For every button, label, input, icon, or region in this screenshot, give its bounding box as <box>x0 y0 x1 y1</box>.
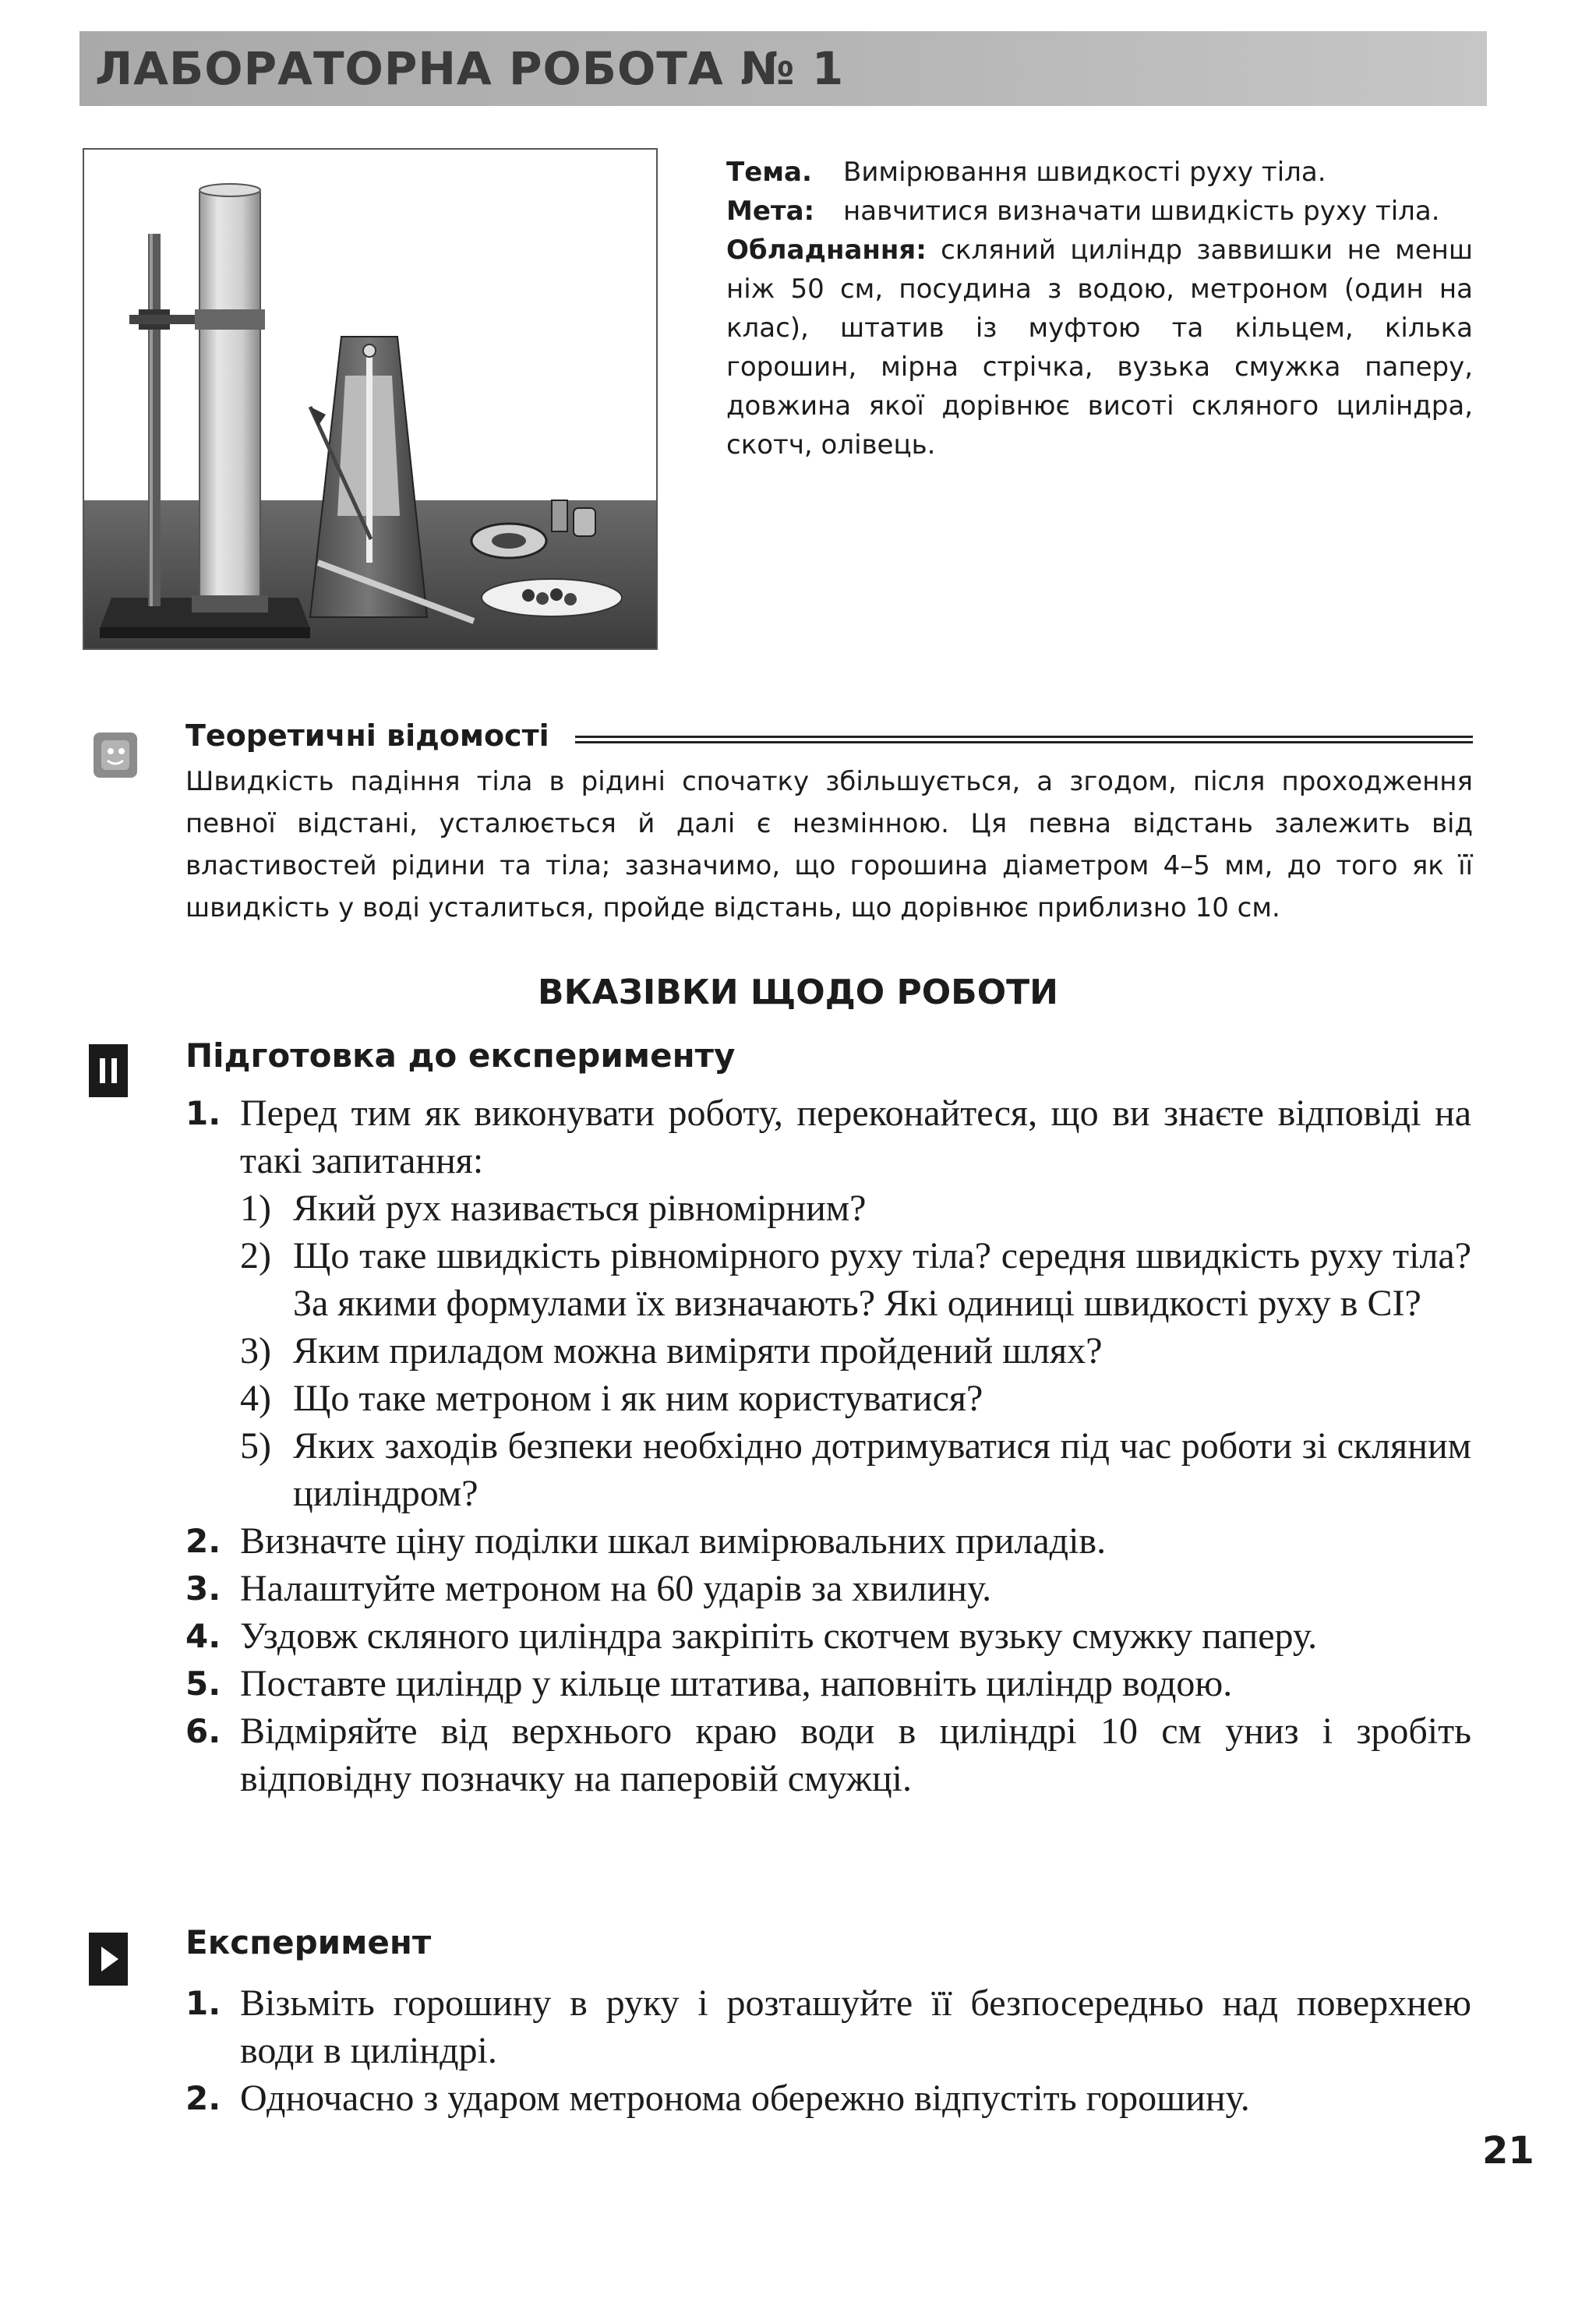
question-number: 4) <box>240 1378 271 1419</box>
question-text: Що таке метроном і як ним користуватися? <box>293 1378 983 1419</box>
step-number: 5. <box>185 1665 221 1703</box>
equipment-illustration <box>83 148 658 650</box>
step-text: Уздовж скляного циліндра закріпіть скотчем вузьку смужку паперу. <box>240 1615 1318 1657</box>
step-number: 3. <box>185 1569 221 1608</box>
exp-step-1 <box>185 1979 1471 2074</box>
question-number: 3) <box>240 1330 271 1372</box>
preparation-steps <box>185 1089 1471 1802</box>
question-number: 2) <box>240 1235 271 1276</box>
experiment-heading: Експеримент <box>185 1923 432 1961</box>
stand-ring <box>195 309 265 330</box>
prep-questions <box>240 1184 1471 1517</box>
question-item <box>240 1184 1471 1232</box>
prep-step-2 <box>185 1517 1471 1565</box>
equipment-drawing <box>84 150 656 648</box>
step-number: 1. <box>185 1094 221 1132</box>
prep-step-4 <box>185 1612 1471 1660</box>
question-text: Що таке швидкість рівномірного руху тіла? середня швидкість руху тіла? За якими формулами їх визначають? Які одиниці швидкості руху в СІ? <box>293 1235 1471 1324</box>
goal-line <box>726 192 1473 231</box>
prep-step-1 <box>185 1089 1471 1517</box>
question-text: Яких заходів безпеки необхідно дотримуватися під час роботи зі скляним циліндром? <box>293 1425 1471 1514</box>
step-number: 1. <box>185 1984 221 2022</box>
exp-step-2 <box>185 2074 1471 2122</box>
question-text: Який рух називається рівномірним? <box>293 1188 867 1229</box>
page-number: 21 <box>1482 2129 1534 2173</box>
goal-label: Мета: <box>726 196 815 227</box>
step-number: 2. <box>185 2079 221 2117</box>
question-number: 5) <box>240 1425 271 1467</box>
theory-icon <box>92 731 139 779</box>
title-bar <box>79 31 1487 106</box>
topic-line <box>726 153 1473 192</box>
topic-label: Тема. <box>726 157 812 188</box>
pause-icon <box>89 1044 128 1097</box>
question-item <box>240 1327 1471 1375</box>
theory-divider <box>575 736 1473 743</box>
equipment-text: скляний циліндр заввишки не менш ніж 50 см, посудина з водою, метроном (один на клас), штатив із муфтою та кільцем, кілька горошин, мірна стрічка, вузька смужка паперу, довжина якої дорівнює висоті скляного циліндра, скотч, олівець. <box>726 235 1473 461</box>
question-item <box>240 1422 1471 1517</box>
step-number: 4. <box>185 1617 221 1655</box>
theory-text: Швидкість падіння тіла в рідині спочатку збільшується, а згодом, після проходження певної відстані, усталюється й далі є незмінною. Ця певна відстань залежить від властивостей рідини та тіла; зазначимо, що горошина діаметром 4–5 мм, до того як її швидкість у воді усталиться, пройде відстань, що дорівнює приблизно 10 см. <box>185 766 1473 923</box>
question-number: 1) <box>240 1188 271 1229</box>
topic-text: Вимірювання швидкості руху тіла. <box>843 157 1326 188</box>
prep-step-6 <box>185 1707 1471 1802</box>
step-text: Визначте ціну поділки шкал вимірювальних приладів. <box>240 1520 1107 1562</box>
goal-text: навчитися визначати швидкість руху тіла. <box>843 196 1440 227</box>
step-text: Перед тим як виконувати роботу, переконайтеся, що ви знаєте відповіді на такі запитання: <box>240 1093 1471 1181</box>
glass-cylinder <box>200 189 260 609</box>
prep-step-5 <box>185 1660 1471 1707</box>
lab-title: ЛАБОРАТОРНА РОБОТА № 1 <box>95 42 845 95</box>
play-icon <box>89 1933 128 1986</box>
theory-heading: Теоретичні відомості <box>185 718 549 753</box>
step-number: 2. <box>185 1522 221 1560</box>
question-text: Яким приладом можна виміряти пройдений шлях? <box>293 1330 1103 1372</box>
step-text: Одночасно з ударом метронома обережно відпустіть горошину. <box>240 2078 1250 2119</box>
equipment-label: Обладнання: <box>726 235 927 266</box>
question-item <box>240 1375 1471 1422</box>
question-item <box>240 1232 1471 1327</box>
lab-info <box>726 153 1473 464</box>
instructions-title: ВКАЗІВКИ ЩОДО РОБОТИ <box>538 973 1058 1012</box>
step-number: 6. <box>185 1712 221 1750</box>
step-text: Відміряйте від верхнього краю води в циліндрі 10 см униз і зробіть відповідну позначку на паперовій смужці. <box>240 1710 1471 1799</box>
step-text: Візьміть горошину в руку і розташуйте її безпосередньо над поверхнею води в циліндрі. <box>240 1982 1471 2071</box>
preparation-heading: Підготовка до експерименту <box>185 1036 736 1075</box>
step-text: Налаштуйте метроном на 60 ударів за хвилину. <box>240 1568 992 1609</box>
equipment-line <box>726 231 1473 464</box>
experiment-steps <box>185 1979 1471 2122</box>
prep-step-3 <box>185 1565 1471 1612</box>
step-text: Поставте циліндр у кільце штатива, наповніть циліндр водою. <box>240 1663 1233 1704</box>
